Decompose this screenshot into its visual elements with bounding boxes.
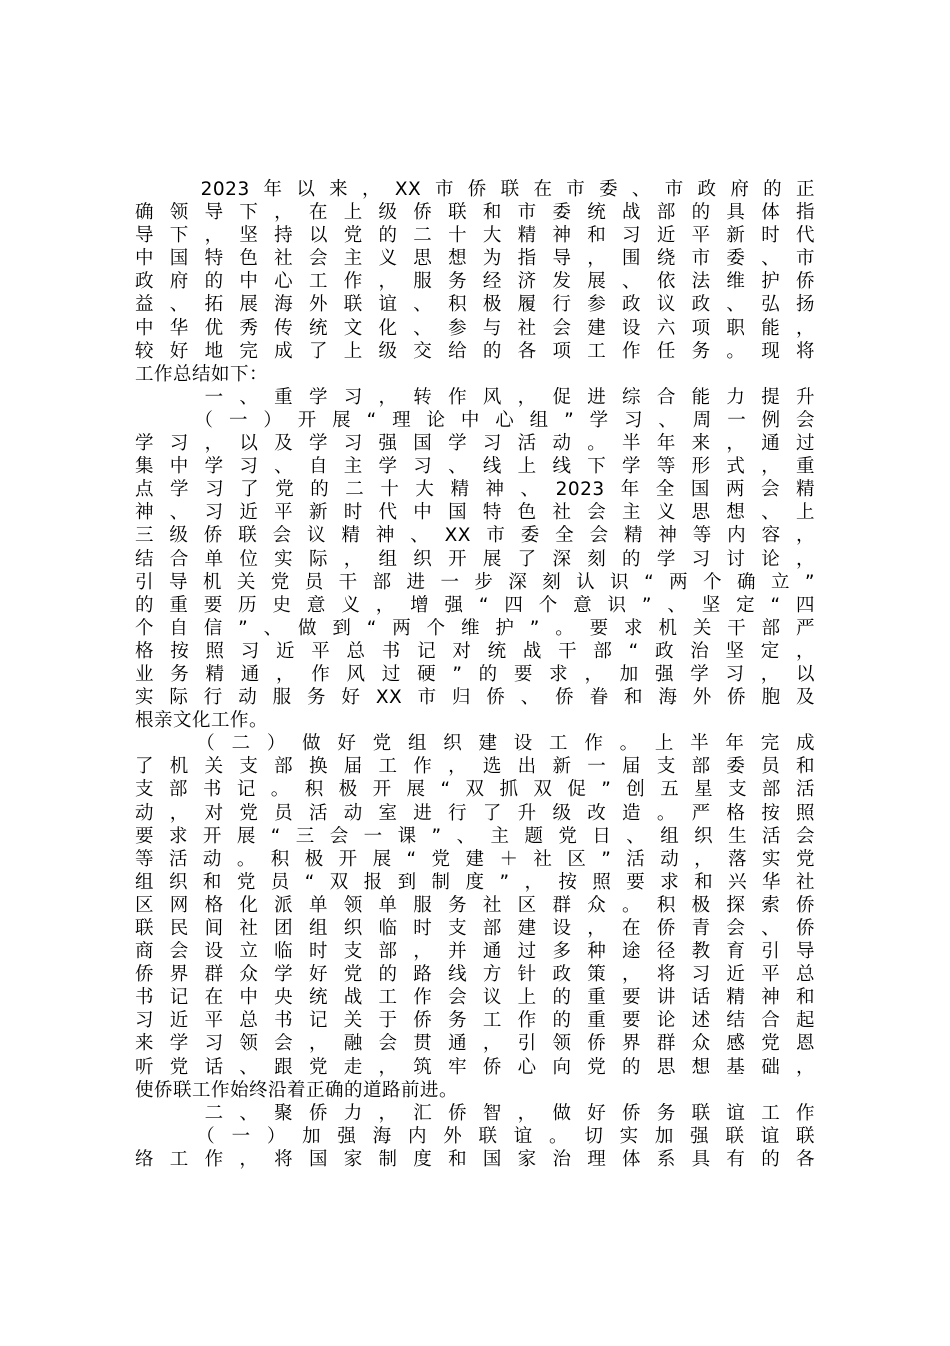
document-line: 个自信”、做到“两个维护”。要求机关干部严 xyxy=(135,617,815,639)
document-line: 等活动。积极开展“党建＋社区”活动，落实党 xyxy=(135,848,815,870)
document-line: 格按照习近平总书记对统战干部“政治坚定， xyxy=(135,640,815,662)
document-line: 点学习了党的二十大精神、2023年全国两会精 xyxy=(135,479,815,501)
document-line: 来学习领会，融会贯通，引领侨界群众感党恩 xyxy=(135,1033,815,1055)
document-line: 区网格化派单领单服务社区群众。积极探索侨 xyxy=(135,894,815,916)
document-line: 联民间社团组织临时支部建设，在侨青会、侨 xyxy=(135,918,815,939)
document-line: 中国特色社会主义思想为指导，围绕市委、市 xyxy=(135,248,815,270)
document-line: 组织和党员“双报到制度”，按照要求和兴华社 xyxy=(135,871,815,893)
document-line: 工作总结如下： xyxy=(135,363,269,385)
document-line: 结合单位实际，组织开展了深刻的学习讨论， xyxy=(135,548,815,570)
document-line: 根亲文化工作。 xyxy=(135,710,269,732)
document-line: 中华优秀传统文化、参与社会建设六项职能， xyxy=(135,317,815,339)
document-line: 较好地完成了上级交给的各项工作任务。现将 xyxy=(135,340,815,362)
document-line: 神、习近平新时代中国特色社会主义思想、上 xyxy=(135,502,815,524)
document-line: 集中学习、自主学习、线上线下学等形式，重 xyxy=(135,456,815,478)
document-line: 导下，坚持以党的二十大精神和习近平新时代 xyxy=(135,225,815,247)
document-line: 政府的中心工作，服务经济发展、依法维护侨 xyxy=(135,271,815,293)
document-line: 了机关支部换届工作，选出新一届支部委员和 xyxy=(135,756,815,778)
document-line: （一）加强海内外联谊。切实加强联谊联 xyxy=(135,1125,815,1147)
document-line: 书记在中央统战工作会议上的重要讲话精神和 xyxy=(135,987,815,1009)
document-line: 一、重学习，转作风，促进综合能力提升 xyxy=(135,386,815,408)
document-line: 支部书记。积极开展“双抓双促”创五星支部活 xyxy=(135,779,815,801)
document-line: 业务精通，作风过硬”的要求，加强学习，以 xyxy=(135,663,815,685)
document-line: 引导机关党员干部进一步深刻认识“两个确立” xyxy=(135,571,815,593)
document-line: 动，对党员活动室进行了升级改造。严格按照 xyxy=(135,802,815,824)
document-line: 侨界群众学好党的路线方针政策，将习近平总 xyxy=(135,964,815,986)
document-line: 使侨联工作始终沿着正确的道路前进。 xyxy=(135,1079,459,1101)
document-line: 商会设立临时支部，并通过多种途径教育引导 xyxy=(135,941,815,963)
document-line: 听党话、跟党走，筑牢侨心向党的思想基础， xyxy=(135,1056,815,1078)
document-line: 确领导下，在上级侨联和市委统战部的具体指 xyxy=(135,202,815,224)
document-line: 二、聚侨力，汇侨智，做好侨务联谊工作 xyxy=(135,1102,815,1124)
document-line: 2023年以来，XX市侨联在市委、市政府的正 xyxy=(135,179,815,200)
document-line: 三级侨联会议精神、XX市委全会精神等内容， xyxy=(135,525,815,547)
document-line: 习近平总书记关于侨务工作的重要论述结合起 xyxy=(135,1010,815,1032)
document-line: 益、拓展海外联谊、积极履行参政议政、弘扬 xyxy=(135,294,815,316)
document-line: 学习，以及学习强国学习活动。半年来，通过 xyxy=(135,433,815,455)
document-line: 的重要历史意义，增强“四个意识”、坚定“四 xyxy=(135,594,815,616)
document-line: 要求开展“三会一课”、主题党日、组织生活会 xyxy=(135,825,815,847)
document-line: （二）做好党组织建设工作。上半年完成 xyxy=(135,733,815,755)
document-line: 络工作，将国家制度和国家治理体系具有的各 xyxy=(135,1148,815,1170)
document-body xyxy=(135,178,815,1171)
document-line: 实际行动服务好XX市归侨、侨眷和海外侨胞及 xyxy=(135,687,815,709)
document-line: （一）开展“理论中心组”学习、周一例会 xyxy=(135,409,815,431)
